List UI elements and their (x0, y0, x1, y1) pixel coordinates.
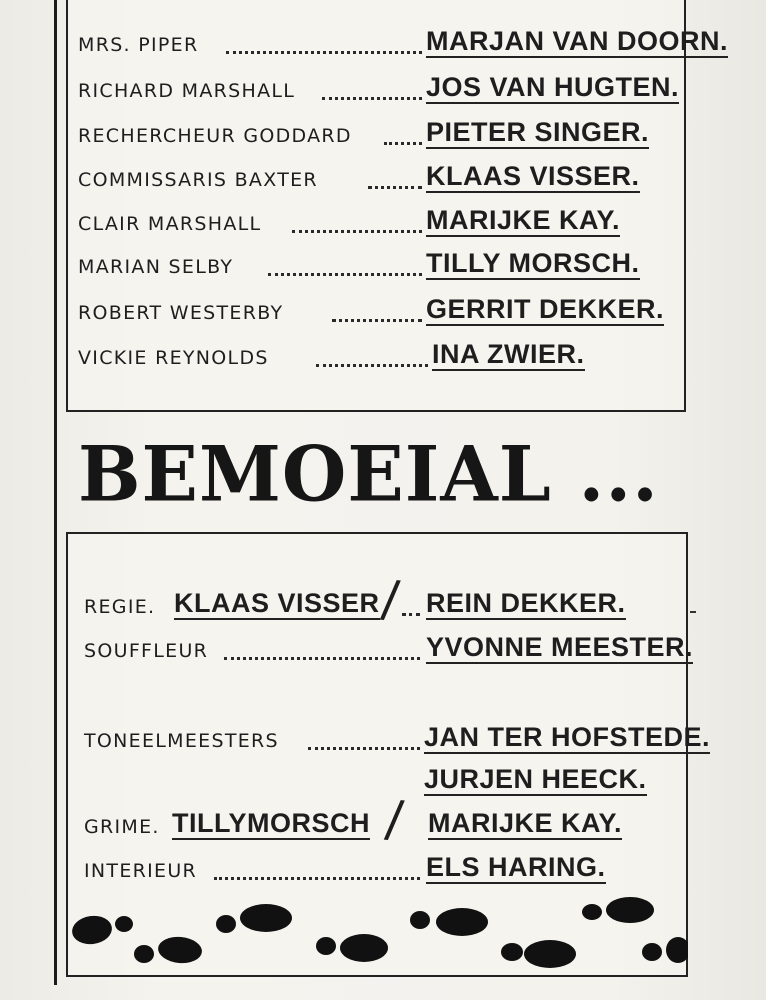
cast-role: COMMISSARIS BAXTER (78, 169, 318, 191)
leader-dots (308, 747, 420, 750)
cast-row (78, 288, 678, 328)
cast-role: RECHERCHEUR GODDARD (78, 125, 352, 147)
slash-separator: / (379, 569, 402, 629)
cast-actor: PIETER SINGER. (426, 117, 650, 147)
crew-name: TILLYMORSCH (172, 808, 371, 838)
crew-label: SOUFFLEUR (84, 640, 209, 662)
crew-name: JAN TER HOFSTEDE. (424, 722, 711, 752)
margin-tick (690, 611, 696, 613)
leader-dots (316, 364, 428, 367)
cast-role: MRS. PIPER (78, 34, 199, 56)
cast-row (78, 20, 729, 60)
crew-name: KLAAS VISSER (174, 588, 380, 618)
cast-role: MARIAN SELBY (78, 256, 234, 278)
cast-row (78, 111, 678, 151)
slash-separator: / (383, 789, 406, 849)
cast-actor: MARJAN VAN DOORN. (426, 26, 729, 56)
footprints-icon (68, 890, 688, 980)
cast-actor: INA ZWIER. (432, 339, 585, 369)
cast-row (78, 199, 678, 239)
cast-actor: JOS VAN HUGTEN. (426, 72, 680, 102)
crew-row-regie (84, 569, 684, 629)
cast-role: ROBERT WESTERBY (78, 302, 284, 324)
cast-role: RICHARD MARSHALL (78, 80, 296, 102)
crew-row-toneelmeesters-2 (84, 758, 684, 798)
cast-actor: GERRIT DEKKER. (426, 294, 665, 324)
crew-name: MARIJKE KAY. (428, 808, 623, 838)
cast-actor: TILLY MORSCH. (426, 248, 640, 278)
cast-box (66, 0, 729, 412)
crew-name: ELS HARING. (426, 852, 606, 882)
cast-actor: KLAAS VISSER. (426, 161, 640, 191)
crew-label: GRIME. (84, 816, 160, 838)
leader-dots (402, 613, 420, 616)
cast-actor: MARIJKE KAY. (426, 205, 621, 235)
leader-dots (224, 657, 420, 660)
leader-dots (292, 230, 422, 233)
crew-row-toneelmeesters (84, 716, 711, 756)
crew-label: INTERIEUR (84, 860, 198, 882)
play-title: BEMOEIAL ... (78, 431, 659, 519)
binding-line (54, 0, 57, 985)
leader-dots (322, 97, 422, 100)
crew-name: JURJEN HEECK. (424, 764, 647, 794)
leader-dots (226, 51, 422, 54)
cast-row (78, 66, 678, 106)
crew-row-souffleur (84, 626, 694, 666)
cast-row (78, 242, 678, 282)
crew-name: REIN DEKKER. (426, 588, 626, 618)
crew-label: TONEELMEESTERS (84, 730, 279, 752)
crew-name: YVONNE MEESTER. (426, 632, 694, 662)
crew-row-grime (84, 789, 684, 849)
crew-label: REGIE. (84, 596, 156, 618)
leader-dots (368, 186, 422, 189)
leader-dots (268, 273, 422, 276)
cast-row (78, 333, 678, 373)
leader-dots (214, 877, 420, 880)
cast-row (78, 155, 678, 195)
leader-dots (332, 319, 422, 322)
leader-dots (384, 142, 422, 145)
cast-role: CLAIR MARSHALL (78, 213, 262, 235)
cast-role: VICKIE REYNOLDS (78, 347, 269, 369)
crew-row-interieur (84, 846, 684, 886)
